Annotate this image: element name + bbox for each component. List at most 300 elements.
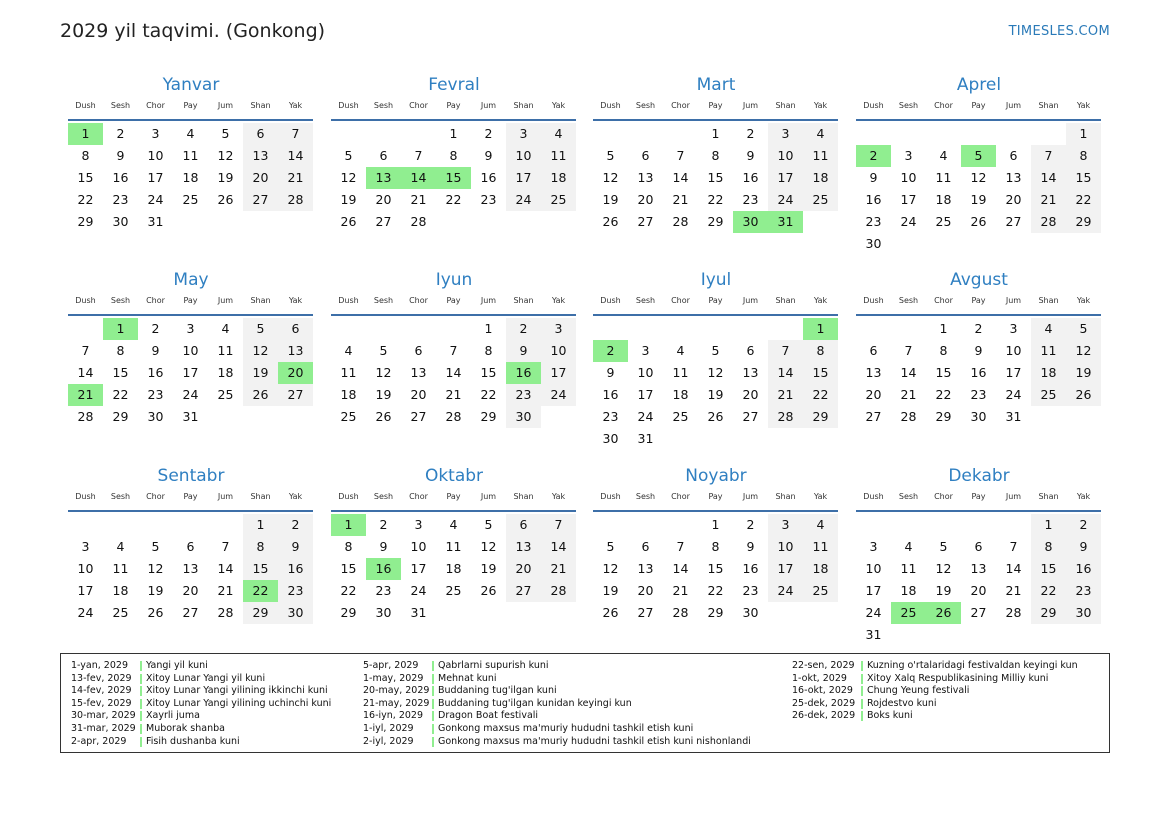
legend-column — [792, 660, 1078, 723]
holiday-day: 5 — [961, 145, 996, 167]
day-cell: 22 — [77, 192, 94, 207]
month-name: Fevral — [428, 75, 480, 95]
weekday-label: Pay — [446, 101, 461, 110]
empty-cell — [68, 318, 103, 340]
weekday-label: Jum — [217, 492, 234, 501]
empty-cell — [926, 123, 961, 145]
day-grid — [856, 123, 1102, 255]
day-cell: 22 — [707, 583, 724, 598]
day-cell: 8 — [449, 148, 458, 163]
day-cell: 3 — [768, 123, 803, 145]
day-cell: 10 — [865, 561, 882, 576]
day-cell: 8 — [81, 148, 90, 163]
day-cell: 19 — [340, 192, 357, 207]
day-cell: 28 — [768, 406, 803, 428]
day-cell: 29 — [112, 409, 129, 424]
day-cell: 26 — [217, 192, 234, 207]
header-rule — [68, 314, 313, 316]
holiday-day: 16 — [366, 558, 401, 580]
empty-cell — [891, 514, 926, 536]
weekday-header — [593, 101, 839, 116]
day-cell: 27 — [637, 605, 654, 620]
weekday-label: Yak — [813, 492, 828, 501]
day-cell: 28 — [445, 409, 462, 424]
empty-cell — [593, 514, 628, 536]
weekday-label: Jum — [742, 296, 759, 305]
day-cell: 20 — [637, 192, 654, 207]
day-cell: 14 — [1005, 561, 1022, 576]
day-cell: 16 — [112, 170, 129, 185]
day-cell: 26 — [340, 214, 357, 229]
weekday-label: Dush — [600, 296, 621, 305]
weekday-label: Sesh — [373, 296, 394, 305]
day-cell: 28 — [541, 580, 576, 602]
weekday-label: Jum — [1005, 296, 1022, 305]
day-cell: 24 — [182, 387, 199, 402]
header-rule — [68, 119, 313, 121]
weekday-label: Shan — [1038, 296, 1059, 305]
weekday-label: Pay — [446, 492, 461, 501]
empty-cell — [173, 514, 208, 536]
day-cell: 3 — [904, 148, 913, 163]
header-rule — [68, 510, 313, 512]
day-cell: 15 — [935, 365, 952, 380]
day-cell: 14 — [278, 145, 313, 167]
header-rule — [856, 314, 1101, 316]
day-cell: 23 — [506, 384, 541, 406]
weekday-label: Dush — [863, 101, 884, 110]
day-cell: 5 — [243, 318, 278, 340]
weekday-label: Chor — [671, 492, 690, 501]
day-cell: 9 — [1066, 536, 1101, 558]
empty-cell — [663, 123, 698, 145]
legend-row — [71, 698, 331, 711]
day-cell: 19 — [602, 192, 619, 207]
weekday-label: Shan — [250, 101, 271, 110]
day-cell: 12 — [707, 365, 724, 380]
weekday-label: Dush — [338, 492, 359, 501]
legend-date: 30-mar, 2029 — [71, 710, 136, 722]
legend-date: 15-fev, 2029 — [71, 697, 132, 709]
day-cell: 3 — [414, 517, 423, 532]
day-cell: 25 — [1031, 384, 1066, 406]
day-cell: 28 — [672, 214, 689, 229]
day-cell: 12 — [147, 561, 164, 576]
weekday-label: Shan — [1038, 101, 1059, 110]
day-cell: 23 — [147, 387, 164, 402]
empty-cell — [366, 318, 401, 340]
weekday-label: Jum — [1005, 101, 1022, 110]
day-cell: 15 — [480, 365, 497, 380]
day-cell: 8 — [711, 148, 720, 163]
empty-cell — [103, 514, 138, 536]
legend-marker — [140, 737, 142, 747]
day-cell: 29 — [803, 406, 838, 428]
day-cell: 24 — [77, 605, 94, 620]
day-cell: 7 — [904, 343, 913, 358]
day-cell: 18 — [803, 167, 838, 189]
day-cell: 17 — [147, 170, 164, 185]
day-cell: 5 — [151, 539, 160, 554]
day-cell: 8 — [711, 539, 720, 554]
month-name: Mart — [696, 75, 736, 95]
day-cell: 27 — [970, 605, 987, 620]
day-cell: 16 — [602, 387, 619, 402]
legend-date: 26-dek, 2029 — [792, 710, 856, 722]
day-cell: 28 — [77, 409, 94, 424]
day-cell: 9 — [974, 343, 983, 358]
day-cell: 4 — [1031, 318, 1066, 340]
day-cell: 6 — [379, 148, 388, 163]
day-cell: 13 — [742, 365, 759, 380]
day-cell: 27 — [375, 214, 392, 229]
legend-name: Mehnat kuni — [438, 672, 497, 684]
legend-date: 1-may, 2029 — [363, 672, 424, 684]
day-cell: 7 — [768, 340, 803, 362]
legend-marker — [432, 711, 434, 721]
legend-row — [363, 698, 751, 711]
legend-name: Buddaning tug'ilgan kuni — [438, 685, 557, 697]
day-cell: 25 — [217, 387, 234, 402]
day-cell: 4 — [449, 517, 458, 532]
day-cell: 16 — [865, 192, 882, 207]
day-grid — [68, 318, 314, 428]
weekday-label: Dush — [600, 101, 621, 110]
legend-row — [792, 660, 1078, 673]
day-cell: 8 — [1031, 536, 1066, 558]
day-cell: 20 — [243, 167, 278, 189]
weekday-label: Pay — [446, 296, 461, 305]
day-cell: 24 — [637, 409, 654, 424]
day-cell: 13 — [637, 170, 654, 185]
day-cell: 8 — [484, 343, 493, 358]
legend-date: 1-yan, 2029 — [71, 660, 128, 671]
weekday-label: Yak — [288, 101, 303, 110]
holiday-day: 16 — [506, 362, 541, 384]
weekday-label: Jum — [742, 101, 759, 110]
day-cell: 29 — [340, 605, 357, 620]
weekday-label: Pay — [708, 296, 723, 305]
day-cell: 21 — [217, 583, 234, 598]
day-cell: 23 — [742, 192, 759, 207]
day-cell: 1 — [1066, 123, 1101, 145]
holiday-day: 25 — [891, 602, 926, 624]
month-iyun — [331, 269, 577, 428]
day-cell: 13 — [182, 561, 199, 576]
weekday-label: Chor — [409, 296, 428, 305]
weekday-label: Sesh — [898, 492, 919, 501]
weekday-label: Sesh — [635, 296, 656, 305]
day-cell: 12 — [375, 365, 392, 380]
day-cell: 29 — [77, 214, 94, 229]
weekday-label: Shan — [775, 492, 796, 501]
day-cell: 25 — [182, 192, 199, 207]
day-cell: 6 — [869, 343, 878, 358]
weekday-label: Shan — [775, 296, 796, 305]
month-sentabr — [68, 465, 314, 624]
weekday-label: Sesh — [373, 492, 394, 501]
day-cell: 18 — [935, 192, 952, 207]
day-cell: 6 — [746, 343, 755, 358]
day-cell: 15 — [1031, 558, 1066, 580]
day-cell: 2 — [506, 318, 541, 340]
day-cell: 28 — [900, 409, 917, 424]
day-cell: 19 — [1066, 362, 1101, 384]
day-cell: 3 — [869, 539, 878, 554]
empty-cell — [628, 123, 663, 145]
weekday-header — [68, 492, 314, 507]
weekday-label: Pay — [708, 101, 723, 110]
day-cell: 30 — [147, 409, 164, 424]
legend-name: Fisih dushanba kuni — [146, 735, 240, 747]
month-name: Avgust — [950, 270, 1008, 290]
day-cell: 14 — [672, 561, 689, 576]
legend-marker — [432, 737, 434, 747]
day-cell: 28 — [278, 189, 313, 211]
day-cell: 17 — [637, 387, 654, 402]
weekday-label: Chor — [409, 101, 428, 110]
legend-row — [71, 736, 331, 749]
day-cell: 17 — [77, 583, 94, 598]
holiday-day: 2 — [593, 340, 628, 362]
day-cell: 17 — [541, 362, 576, 384]
weekday-label: Shan — [775, 101, 796, 110]
day-cell: 7 — [1009, 539, 1018, 554]
day-cell: 19 — [935, 583, 952, 598]
day-cell: 2 — [1066, 514, 1101, 536]
empty-cell — [768, 318, 803, 340]
page-title: 2029 yil taqvimi. (Gonkong) — [60, 20, 326, 42]
weekday-label: Shan — [513, 101, 534, 110]
day-cell: 25 — [803, 580, 838, 602]
day-cell: 12 — [970, 170, 987, 185]
day-cell: 25 — [445, 583, 462, 598]
day-cell: 11 — [672, 365, 689, 380]
brand-link[interactable]: TIMESLES.COM — [1008, 24, 1110, 39]
weekday-label: Chor — [146, 492, 165, 501]
legend-date: 13-fev, 2029 — [71, 672, 132, 684]
day-cell: 22 — [480, 387, 497, 402]
day-cell: 23 — [865, 214, 882, 229]
holiday-day: 1 — [103, 318, 138, 340]
day-cell: 6 — [974, 539, 983, 554]
day-cell: 25 — [935, 214, 952, 229]
day-cell: 20 — [506, 558, 541, 580]
day-cell: 6 — [506, 514, 541, 536]
day-cell: 29 — [243, 602, 278, 624]
weekday-label: Dush — [863, 296, 884, 305]
day-cell: 9 — [606, 365, 615, 380]
day-cell: 18 — [445, 561, 462, 576]
day-cell: 21 — [541, 558, 576, 580]
empty-cell — [628, 514, 663, 536]
legend-date: 2-iyl, 2029 — [363, 735, 414, 747]
empty-cell — [663, 514, 698, 536]
day-cell: 18 — [541, 167, 576, 189]
weekday-label: Jum — [742, 492, 759, 501]
legend-name: Buddaning tug'ilgan kunidan keyingi kun — [438, 697, 632, 709]
day-cell: 13 — [278, 340, 313, 362]
day-cell: 19 — [707, 387, 724, 402]
empty-cell — [436, 318, 471, 340]
month-noyabr — [593, 465, 839, 624]
empty-cell — [961, 123, 996, 145]
day-cell: 11 — [445, 539, 462, 554]
day-cell: 18 — [900, 583, 917, 598]
weekday-label: Yak — [1076, 296, 1091, 305]
day-cell: 21 — [445, 387, 462, 402]
day-cell: 30 — [865, 236, 882, 251]
day-cell: 14 — [77, 365, 94, 380]
legend-marker — [140, 661, 142, 671]
day-cell: 12 — [480, 539, 497, 554]
day-cell: 27 — [410, 409, 427, 424]
day-cell: 5 — [606, 148, 615, 163]
day-cell: 5 — [939, 539, 948, 554]
legend-row — [71, 660, 331, 673]
legend-row — [792, 698, 1078, 711]
day-cell: 3 — [151, 126, 160, 141]
empty-cell — [593, 123, 628, 145]
day-cell: 31 — [865, 627, 882, 642]
month-yanvar — [68, 74, 314, 233]
day-cell: 8 — [939, 343, 948, 358]
day-cell: 31 — [182, 409, 199, 424]
day-cell: 9 — [278, 536, 313, 558]
day-cell: 29 — [480, 409, 497, 424]
weekday-header — [68, 101, 314, 116]
header-rule — [331, 314, 576, 316]
day-grid — [593, 318, 839, 450]
empty-cell — [961, 514, 996, 536]
legend-name: Xitoy Xalq Respublikasining Milliy kuni — [867, 672, 1049, 684]
day-cell: 5 — [606, 539, 615, 554]
legend-date: 20-may, 2029 — [363, 685, 430, 697]
day-cell: 7 — [1031, 145, 1066, 167]
month-mart — [593, 74, 839, 233]
day-grid — [331, 123, 577, 233]
day-cell: 14 — [672, 170, 689, 185]
legend-name: Gonkong maxsus ma'muriy hududni tashkil etish kuni — [438, 722, 694, 734]
legend-row — [71, 685, 331, 698]
day-cell: 24 — [147, 192, 164, 207]
day-cell: 2 — [484, 126, 493, 141]
day-cell: 10 — [147, 148, 164, 163]
empty-cell — [996, 123, 1031, 145]
weekday-label: Sesh — [110, 296, 131, 305]
day-cell: 10 — [541, 340, 576, 362]
day-cell: 7 — [221, 539, 230, 554]
weekday-label: Dush — [863, 492, 884, 501]
day-cell: 23 — [480, 192, 497, 207]
month-name: Iyul — [700, 270, 732, 290]
legend-marker — [140, 711, 142, 721]
day-cell: 8 — [1066, 145, 1101, 167]
holiday-day: 20 — [278, 362, 313, 384]
day-cell: 19 — [480, 561, 497, 576]
weekday-header — [331, 101, 577, 116]
day-cell: 26 — [147, 605, 164, 620]
legend-marker — [432, 661, 434, 671]
day-cell: 15 — [707, 170, 724, 185]
day-cell: 27 — [278, 384, 313, 406]
empty-cell — [366, 123, 401, 145]
day-cell: 20 — [970, 583, 987, 598]
day-cell: 9 — [506, 340, 541, 362]
month-name: Dekabr — [948, 466, 1010, 486]
empty-cell — [698, 318, 733, 340]
header-rule — [856, 510, 1101, 512]
day-grid — [593, 514, 839, 624]
day-cell: 21 — [900, 387, 917, 402]
weekday-header — [331, 296, 577, 311]
weekday-label: Chor — [409, 492, 428, 501]
day-cell: 10 — [900, 170, 917, 185]
day-cell: 2 — [116, 126, 125, 141]
legend-marker — [140, 686, 142, 696]
day-cell: 1 — [449, 126, 458, 141]
day-cell: 23 — [1066, 580, 1101, 602]
legend-row — [71, 673, 331, 686]
day-cell: 11 — [217, 343, 234, 358]
day-cell: 16 — [970, 365, 987, 380]
day-cell: 15 — [707, 561, 724, 576]
day-cell: 21 — [768, 384, 803, 406]
day-cell: 22 — [112, 387, 129, 402]
month-fevral — [331, 74, 577, 233]
day-cell: 24 — [768, 189, 803, 211]
day-cell: 2 — [278, 514, 313, 536]
day-cell: 21 — [1031, 189, 1066, 211]
day-cell: 9 — [869, 170, 878, 185]
day-cell: 21 — [1005, 583, 1022, 598]
empty-cell — [401, 318, 436, 340]
legend-marker — [432, 724, 434, 734]
day-cell: 16 — [742, 170, 759, 185]
day-cell: 25 — [803, 189, 838, 211]
legend-column — [363, 660, 751, 748]
empty-cell — [891, 318, 926, 340]
day-cell: 18 — [112, 583, 129, 598]
day-cell: 14 — [1031, 167, 1066, 189]
weekday-label: Shan — [250, 492, 271, 501]
weekday-label: Yak — [551, 296, 566, 305]
day-cell: 24 — [1005, 387, 1022, 402]
weekday-label: Chor — [934, 492, 953, 501]
day-cell: 22 — [1066, 189, 1101, 211]
day-cell: 11 — [182, 148, 199, 163]
day-cell: 10 — [1005, 343, 1022, 358]
day-cell: 26 — [602, 214, 619, 229]
day-cell: 6 — [186, 539, 195, 554]
weekday-label: Pay — [708, 492, 723, 501]
day-cell: 17 — [768, 558, 803, 580]
day-cell: 5 — [344, 148, 353, 163]
day-cell: 26 — [602, 605, 619, 620]
day-cell: 6 — [243, 123, 278, 145]
day-cell: 5 — [484, 517, 493, 532]
day-cell: 17 — [900, 192, 917, 207]
legend-row — [363, 673, 751, 686]
day-cell: 3 — [81, 539, 90, 554]
weekday-label: Yak — [813, 296, 828, 305]
day-cell: 13 — [865, 365, 882, 380]
month-name: Aprel — [956, 75, 1002, 95]
empty-cell — [733, 318, 768, 340]
day-cell: 4 — [221, 321, 230, 336]
day-cell: 23 — [742, 583, 759, 598]
legend-date: 22-sen, 2029 — [792, 660, 855, 671]
